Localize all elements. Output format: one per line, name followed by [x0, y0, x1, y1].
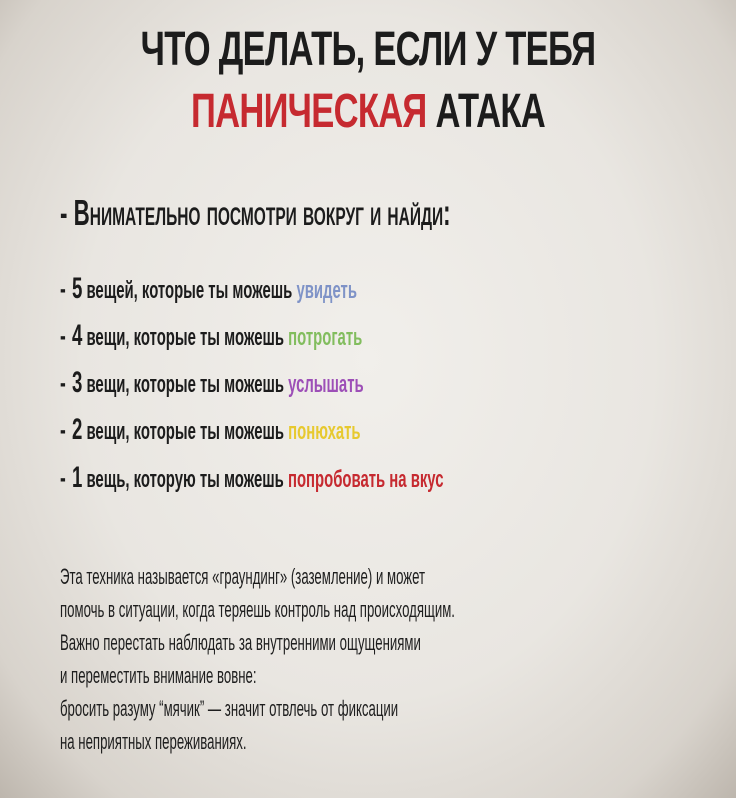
sense-number: 5	[71, 272, 83, 305]
sense-number: 1	[71, 461, 83, 494]
sense-item	[60, 461, 443, 495]
note-line: Эта техника называется «граундинг» (заземление) и может	[60, 564, 426, 589]
explanation-paragraph	[60, 560, 455, 758]
sense-dash: -	[60, 414, 66, 445]
sense-number: 3	[71, 366, 83, 399]
note-line: помочь в ситуации, когда теряешь контроль над происходящим.	[60, 597, 455, 622]
sense-verb: увидеть	[296, 277, 357, 304]
sense-text: вещи, которые ты можешь	[82, 371, 289, 398]
title-line-2	[103, 84, 633, 139]
sense-number: 2	[71, 413, 83, 446]
sense-item	[60, 272, 357, 306]
sense-item	[60, 413, 361, 447]
note-line: Важно перестать наблюдать за внутренними ощущениями	[60, 630, 421, 655]
sense-item	[60, 366, 364, 400]
sense-dash: -	[60, 273, 66, 304]
note-line: на неприятных переживаниях.	[60, 729, 247, 754]
sense-verb: услышать	[288, 371, 364, 398]
note-line: и переместить внимание вовне:	[60, 663, 257, 688]
sense-text: вещей, которые ты можешь	[82, 277, 297, 304]
sense-number: 4	[71, 319, 83, 352]
title-rest: АТАКА	[426, 85, 546, 138]
sense-dash: -	[60, 462, 66, 493]
title-line-1: ЧТО ДЕЛАТЬ, ЕСЛИ У ТЕБЯ	[140, 23, 596, 76]
sense-verb: понюхать	[288, 418, 361, 445]
sense-verb: попробовать на вкус	[287, 466, 444, 493]
instruction-subtitle: - Внимательно посмотри вокруг и найди:	[60, 192, 451, 233]
sense-dash: -	[60, 367, 66, 398]
sense-item	[60, 319, 362, 353]
sense-text: вещи, которые ты можешь	[82, 418, 289, 445]
sense-text: вещь, которую ты можешь	[82, 466, 288, 493]
sense-text: вещи, которые ты можешь	[82, 324, 289, 351]
note-line: бросить разуму “мячик” — значит отвлечь от фиксации	[60, 696, 399, 721]
sense-dash: -	[60, 320, 66, 351]
sense-verb: потрогать	[288, 324, 363, 351]
title-accent-word: ПАНИЧЕСКАЯ	[190, 85, 427, 138]
